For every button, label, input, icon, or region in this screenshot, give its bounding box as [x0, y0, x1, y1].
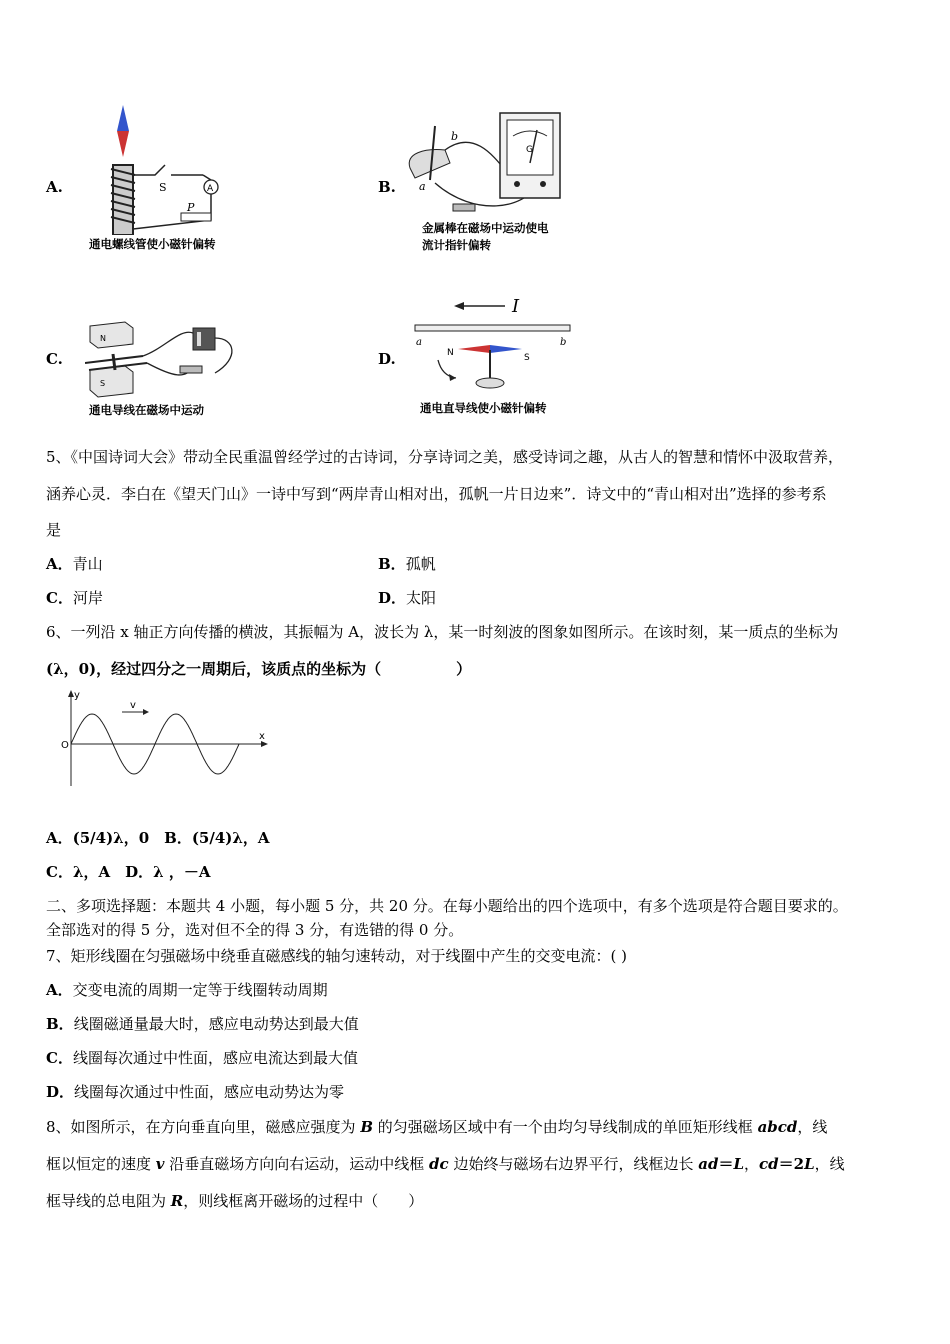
q8-l1-part: ，线	[797, 1118, 828, 1136]
needle-s-label: S	[524, 353, 530, 363]
q8-l2-part: ，线	[814, 1155, 845, 1173]
rheostat-label: P	[187, 201, 195, 214]
option-b-caption-line1: 金属棒在磁场中运动使电	[422, 221, 549, 235]
q8-l2-part: ＝2	[778, 1155, 805, 1173]
q8-stem-line3	[46, 1190, 423, 1211]
q6-stem-line2: (λ，0)，经过四分之一周期后，该质点的坐标为（ ）	[46, 660, 472, 678]
q5-option-c	[46, 587, 103, 608]
option-c-letter: C.	[46, 350, 63, 368]
origin-label: O	[61, 740, 69, 751]
option-d-letter: D.	[378, 350, 396, 368]
ammeter-label: A	[207, 184, 214, 194]
q7-stem: 7、矩形线圈在匀强磁场中绕垂直磁感线的轴匀速转动，对于线圈中产生的交变电流：( )	[46, 947, 628, 965]
q8-stem-line1	[46, 1116, 827, 1137]
wire-end-a: a	[416, 337, 422, 348]
q8-var-r: R	[170, 1192, 184, 1210]
q8-l2-part: 框以恒定的速度	[46, 1155, 156, 1173]
option-a-caption: 通电螺线管使小磁针偏转	[89, 237, 216, 251]
rotation-arrow	[438, 360, 456, 378]
q8-var-l: L	[804, 1155, 815, 1173]
rheostat	[181, 213, 211, 221]
option-d-caption: 通电直导线使小磁针偏转	[420, 401, 547, 415]
velocity-arrow-head	[143, 709, 149, 715]
switch	[180, 366, 202, 373]
magnet-s-label: S	[100, 379, 106, 388]
q8-l2-part: 边始终与磁场右边界平行，线框边长	[448, 1155, 699, 1173]
q5-option-c-letter: C．	[46, 589, 73, 607]
q5-option-b	[378, 553, 436, 574]
terminal-right	[540, 181, 546, 187]
solenoid-coil	[111, 165, 135, 235]
q5-stem-line2: 涵养心灵．李白在《望天门山》一诗中写到“两岸青山相对出，孤帆一片日边来”．诗文中的“青山相对出”选择的参考系	[46, 485, 827, 503]
q5-stem-line1: 5、《中国诗词大会》带动全民重温曾经学过的古诗词，分享诗词之美，感受诗词之趣，从古人的智慧和情怀中汲取营养，	[46, 448, 844, 466]
conductor-bar	[113, 354, 115, 370]
q7-option-a-letter: A．	[46, 981, 73, 999]
option-b-caption-line2: 流计指针偏转	[422, 238, 491, 252]
wire-right	[215, 338, 232, 373]
q7-option-b-text: 线圈磁通量最大时，感应电动势达到最大值	[73, 1015, 359, 1033]
q7-option-a-text: 交变电流的周期一定等于线圈转动周期	[72, 981, 328, 999]
q7-option-c-text: 线圈每次通过中性面，感应电流达到最大值	[72, 1049, 358, 1067]
q8-l1-part: 的匀强磁场区域中有一个由均匀导线制成的单匝矩形线框	[373, 1118, 758, 1136]
compass-needle-south	[117, 131, 129, 157]
q5-option-b-letter: B．	[378, 555, 406, 573]
terminal-left	[514, 181, 520, 187]
rod-end-a: a	[419, 180, 426, 193]
switch-base	[453, 204, 475, 211]
q8-l3-part: ，则线框离开磁场的过程中（ ）	[183, 1192, 424, 1210]
q8-var-abcd: abcd	[757, 1118, 798, 1136]
magnet-bottom	[90, 366, 133, 397]
q8-l1-part: 8、如图所示，在方向垂直向里，磁感应强度为	[46, 1118, 361, 1136]
q7-option-c-letter: C．	[46, 1049, 73, 1067]
current-arrow-head	[454, 302, 464, 310]
q5-option-a-letter: A．	[46, 555, 73, 573]
q7-option-c	[46, 1047, 358, 1068]
needle-n-label: N	[447, 348, 454, 358]
q5-stem-line3: 是	[46, 521, 62, 539]
rotation-arrow-head	[449, 374, 456, 381]
q8-var-dc: dc	[429, 1155, 449, 1173]
q6-stem-line1: 6、一列沿 x 轴正方向传播的横波，其振幅为 A，波长为 λ，某一时刻波的图象如图所示。在该时刻，某一质点的坐标为	[46, 623, 839, 641]
transverse-wave-graph	[58, 688, 273, 788]
q5-option-d-text: 太阳	[406, 589, 437, 607]
q8-var-cd: cd	[759, 1155, 779, 1173]
q7-option-b	[46, 1013, 359, 1034]
current-label: I	[512, 296, 520, 317]
rod-end-b: b	[451, 130, 459, 143]
q8-l2-part: ，	[744, 1155, 760, 1173]
galvanometer-figure	[405, 108, 570, 218]
option-c-caption: 通电导线在磁场中运动	[89, 403, 204, 417]
solenoid-compass-figure	[85, 105, 245, 235]
q8-var-v: v	[155, 1155, 165, 1173]
compass-base	[476, 378, 504, 388]
magnet-top	[90, 322, 133, 348]
section2-line1: 二、多项选择题：本题共 4 小题，每小题 5 分，共 20 分。在每小题给出的四个选项中，有多个选项是符合题目要求的。	[46, 897, 848, 915]
switch-wire	[133, 165, 203, 175]
q7-option-a	[46, 979, 328, 1000]
velocity-label: v	[130, 700, 136, 711]
q8-var-b: B	[360, 1118, 374, 1136]
option-a-letter: A.	[46, 178, 63, 196]
q7-option-d-letter: D．	[46, 1083, 75, 1101]
q7-option-d	[46, 1081, 344, 1102]
q8-var-l: L	[733, 1155, 744, 1173]
q8-l3-part: 框导线的总电阻为	[46, 1192, 171, 1210]
q5-option-b-text: 孤帆	[405, 555, 436, 573]
q8-var-ad: ad	[698, 1155, 719, 1173]
q5-option-c-text: 河岸	[72, 589, 103, 607]
q8-stem-line2	[46, 1153, 845, 1174]
y-axis-label: y	[74, 690, 80, 701]
section2-line2: 全部选对的得 5 分，选对但不全的得 3 分，有选错的得 0 分。	[46, 921, 464, 939]
compass-needle-north	[117, 105, 129, 131]
magnet-n-label: N	[100, 334, 106, 343]
option-b-letter: B.	[378, 178, 396, 196]
switch-label: S	[159, 181, 167, 194]
q7-option-b-letter: B．	[46, 1015, 74, 1033]
needle-south	[490, 345, 522, 353]
wire-compass-figure	[410, 288, 580, 398]
q8-l2-part: ＝	[718, 1155, 734, 1173]
wire-end-b: b	[560, 337, 567, 348]
battery	[193, 328, 215, 350]
galvanometer-label: G	[526, 145, 533, 155]
x-axis-label: x	[259, 731, 265, 742]
q7-option-d-text: 线圈每次通过中性面，感应电动势达为零	[74, 1083, 345, 1101]
q8-l2-part: 沿垂直磁场方向向右运动，运动中线框	[164, 1155, 430, 1173]
conductor-in-field-figure	[85, 318, 240, 400]
q5-option-d	[378, 587, 436, 608]
needle-north	[458, 345, 490, 353]
q6-options-cd: C．λ，A D．λ ，－A	[46, 863, 211, 881]
q5-option-d-letter: D．	[378, 589, 407, 607]
straight-wire	[415, 325, 570, 331]
q6-options-ab: A．(5/4)λ，0 B．(5/4)λ，A	[46, 829, 270, 847]
battery-cell	[197, 332, 201, 346]
q5-option-a-text: 青山	[72, 555, 103, 573]
q5-option-a	[46, 553, 103, 574]
